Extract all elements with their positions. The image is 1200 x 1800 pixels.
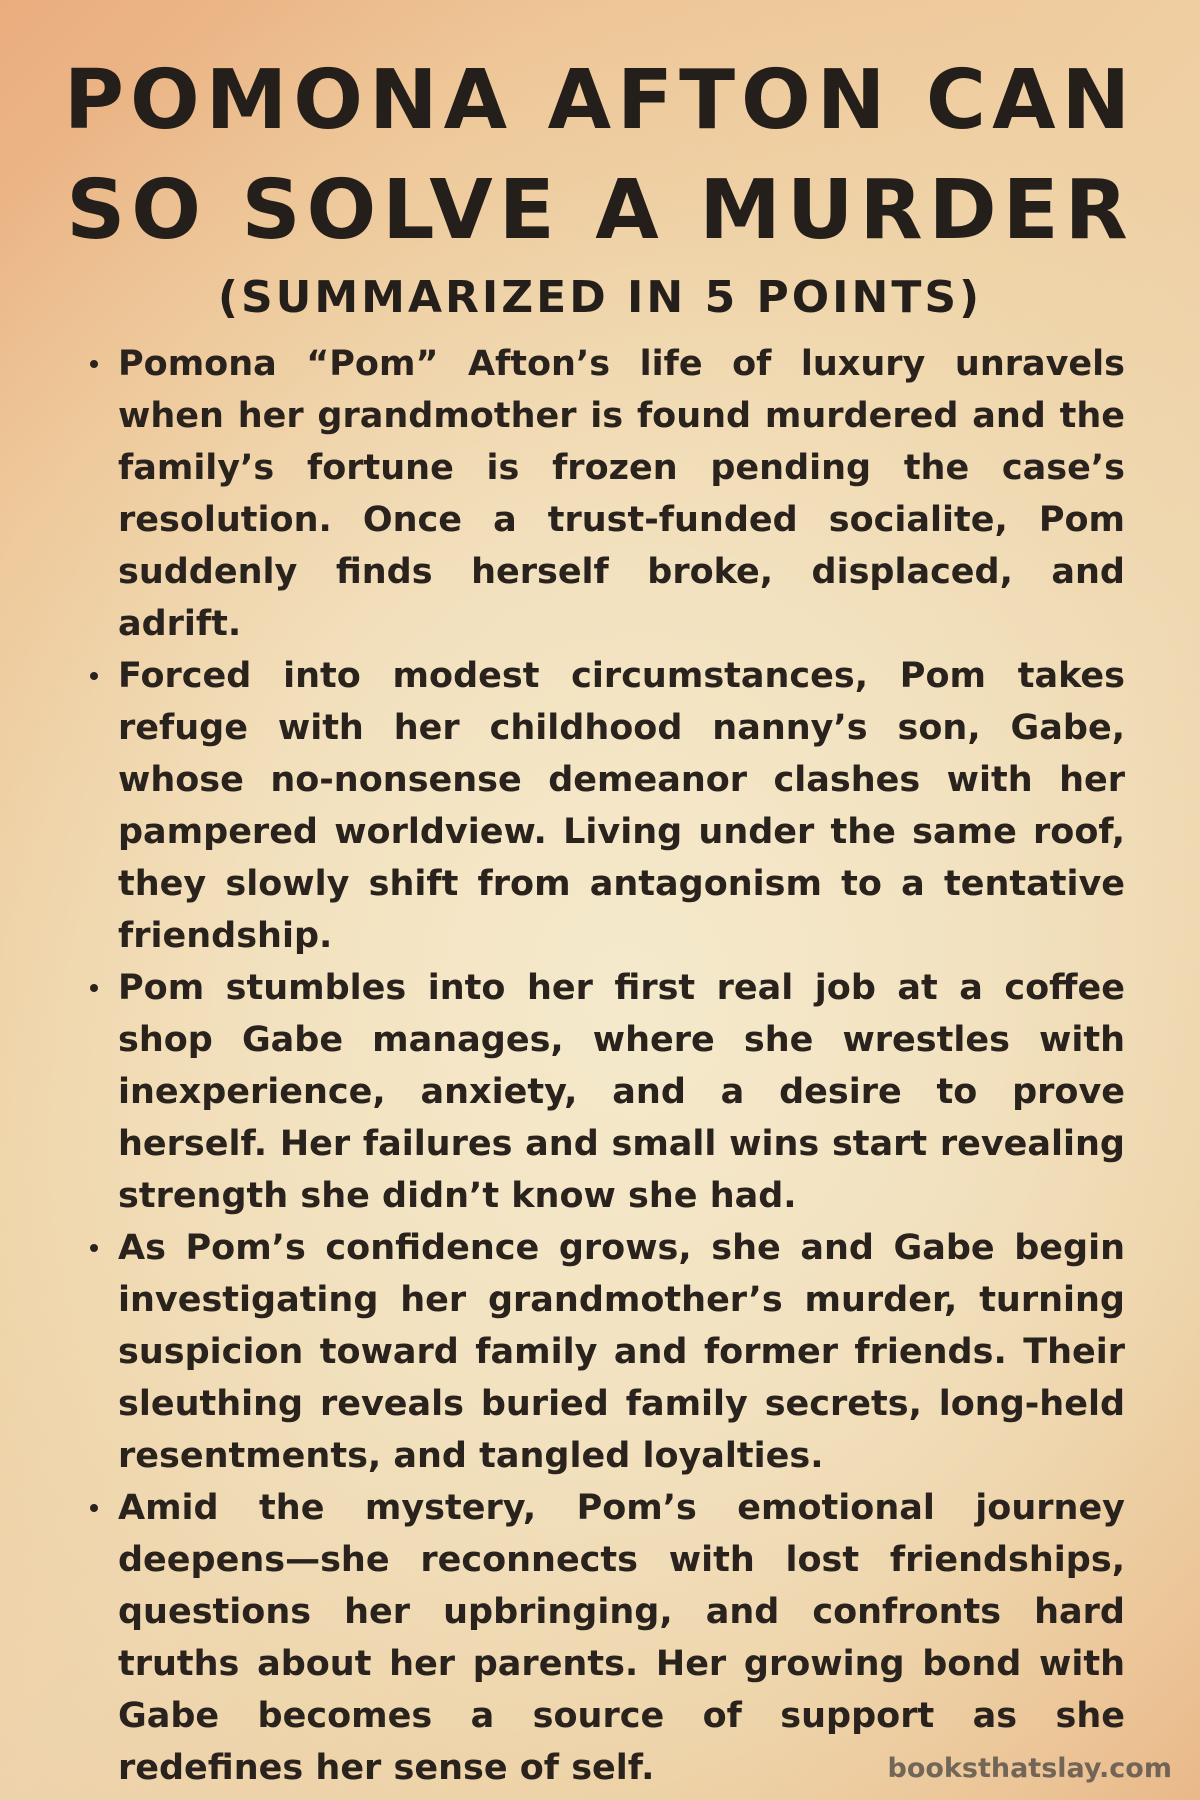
title-line-1: POMONA AFTON CAN	[63, 53, 1137, 148]
page-title	[0, 0, 1200, 266]
bullet-icon	[90, 984, 98, 992]
summary-point-5	[90, 1482, 1125, 1794]
summary-point-text: Forced into modest circumstances, Pom takes refuge with her childhood nanny’s son, Gabe, whose no-nonsense demeanor clashes with her pampered worldview. Living under the same roof, they slowly shift from antagonism to a tentative friendship.	[118, 656, 1125, 956]
summary-point-text: Pom stumbles into her first real job at a coffee shop Gabe manages, where she wrestles with inexperience, anxiety, and a desire to prove herself. Her failures and small wins start revealing strength she didn’t know she had.	[118, 968, 1125, 1216]
bullet-icon	[90, 360, 98, 368]
bullet-icon	[90, 1244, 98, 1252]
summary-point-text: As Pom’s confidence grows, she and Gabe begin investigating her grandmother’s murder, turning suspicion toward family and former friends. Their sleuthing reveals buried family secrets, long-held resentments, and tangled loyalties.	[118, 1228, 1125, 1476]
summary-points-list	[0, 338, 1200, 1794]
bullet-icon	[90, 1504, 98, 1512]
site-watermark: booksthatslay.com	[887, 1753, 1172, 1784]
page-subtitle: (SUMMARIZED IN 5 POINTS)	[217, 272, 983, 323]
summary-point-1	[90, 338, 1125, 650]
summary-point-text: Pomona “Pom” Afton’s life of luxury unravels when her grandmother is found murdered and the family’s fortune is frozen pending the case’s resolution. Once a trust-funded socialite, Pom suddenly finds herself broke, displaced, and adrift.	[118, 344, 1125, 644]
summary-point-3	[90, 962, 1125, 1222]
summary-point-text: Amid the mystery, Pom’s emotional journey deepens—she reconnects with lost friendships, questions her upbringing, and confronts hard truths about her parents. Her growing bond with Gabe becomes a source of support as she redefines her sense of self.	[118, 1488, 1125, 1788]
title-line-2: SO SOLVE A MURDER	[66, 163, 1134, 258]
summary-point-4	[90, 1222, 1125, 1482]
summary-point-2	[90, 650, 1125, 962]
bullet-icon	[90, 672, 98, 680]
